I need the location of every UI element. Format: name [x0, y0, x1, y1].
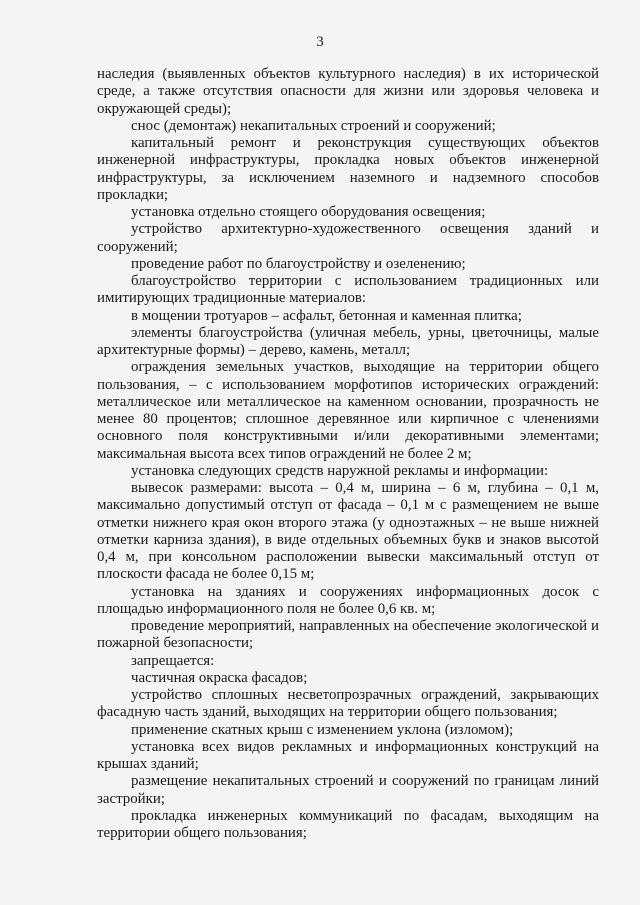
paragraph: устройство сплошных несветопрозрачных ограждений, закрывающих фасадную часть зданий, выходящих на территории общего пользования;: [97, 687, 599, 721]
document-body: [97, 66, 599, 842]
paragraph: в мощении тротуаров – асфальт, бетонная и каменная плитка;: [131, 307, 522, 324]
paragraph: размещение некапитальных строений и сооружений по границам линий застройки;: [97, 773, 599, 807]
paragraph: снос (демонтаж) некапитальных строений и сооружений;: [131, 117, 496, 134]
paragraph: элементы благоустройства (уличная мебель, урны, цветочницы, малые архитектурные формы) – дерево, камень, металл;: [97, 324, 599, 358]
paragraph: установка следующих средств наружной рекламы и информации:: [131, 462, 549, 479]
paragraph: проведение мероприятий, направленных на обеспечение экологической и пожарной безопасности;: [97, 618, 599, 652]
paragraph: установка отдельно стоящего оборудования освещения;: [131, 204, 486, 220]
paragraph: благоустройство территории с использованием традиционных или имитирующих традиционные материалов:: [97, 273, 599, 307]
paragraph: проведение работ по благоустройству и озеленению;: [131, 255, 466, 272]
paragraph: устройство архитектурно-художественного освещения зданий и сооружений;: [97, 221, 599, 255]
paragraph: капитальный ремонт и реконструкция существующих объектов инженерной инфраструктуры, прокладка новых объектов инженерной инфраструктуры, за исключением наземного и надземного способов прокладки;: [97, 135, 599, 203]
paragraph: применение скатных крыш с изменением уклона (изломом);: [131, 721, 514, 738]
paragraph: вывесок размерами: высота – 0,4 м, ширина – 6 м, глубина – 0,1 м, максимально допустимый отступ от фасада – 0,1 м с размещением не выше отметки нижнего края окон второго этажа (у одноэтажных – не выше нижней отметки карниза здания), в виде отдельных объемных букв и знаков высотой 0,4 м, при консольном расположении вывески максимальный отступ от плоскости фасада не более 0,15 м;: [97, 480, 599, 583]
paragraph: запрещается:: [131, 652, 215, 669]
paragraph: прокладка инженерных коммуникаций по фасадам, выходящим на территории общего пользования;: [97, 807, 599, 841]
paragraph: частичная окраска фасадов;: [131, 669, 308, 686]
paragraph: наследия (выявленных объектов культурного наследия) в их исторической среде, а также отсутствия опасности для жизни или здоровья человека и окружающей среды);: [97, 66, 599, 117]
paragraph: установка всех видов рекламных и информационных конструкций на крышах зданий;: [97, 738, 599, 772]
paragraph: установка на зданиях и сооружениях информационных досок с площадью информационного поля не более 0,6 кв. м;: [97, 583, 599, 617]
page-number: 3: [316, 34, 324, 50]
paragraph: ограждения земельных участков, выходящие на территории общего пользования, – с использованием морфотипов исторических ограждений: металлическое или металлическое на каменном основании, прозрачность не менее 80 процентов; сплошное деревянное или кирпичное с членениями основного поля конструктивными и/или декоративными элементами; максимальная высота всех типов ограждений не более 2 м;: [97, 359, 599, 462]
